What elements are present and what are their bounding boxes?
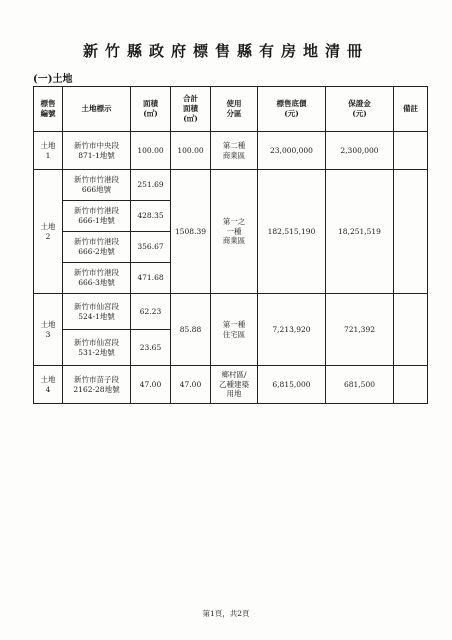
- land-sale-table: [33, 86, 428, 404]
- total-area-cell: 85.88: [171, 294, 211, 366]
- table-row: [34, 132, 428, 170]
- deposit-cell: 681,500: [326, 366, 394, 404]
- header-parcel: 土地標示: [63, 87, 131, 132]
- base-price-cell: 6,815,000: [258, 366, 326, 404]
- base-price-cell: 7,213,920: [258, 294, 326, 366]
- deposit-cell: 721,392: [326, 294, 394, 366]
- parcel-cell: 新竹市仙宮段 524-1地號: [63, 294, 131, 330]
- parcel-cell: 新竹市中央段 871-1地號: [63, 132, 131, 170]
- lot-no-cell: 土地 1: [34, 132, 63, 170]
- remarks-cell: [394, 294, 428, 366]
- zoning-cell: 第一之 一種 商業區: [211, 170, 258, 294]
- parcel-cell: 新竹市竹港段 666-1地號: [63, 201, 131, 232]
- header-deposit: 保證金 (元): [326, 87, 394, 132]
- area-cell: 47.00: [131, 366, 171, 404]
- section-heading: (一)土地: [33, 74, 73, 85]
- area-cell: 251.69: [131, 170, 171, 201]
- header-base-price: 標售底價 (元): [258, 87, 326, 132]
- base-price-cell: 182,515,190: [258, 170, 326, 294]
- lot-no-cell: 土地 4: [34, 366, 63, 404]
- page-title: 新竹縣政府標售縣有房地清冊: [82, 42, 369, 60]
- area-cell: 428.35: [131, 201, 171, 232]
- parcel-cell: 新竹市苗子段 2162-28地號: [63, 366, 131, 404]
- deposit-cell: 2,300,000: [326, 132, 394, 170]
- parcel-cell: 新竹市竹港段 666-3地號: [63, 263, 131, 294]
- base-price-cell: 23,000,000: [258, 132, 326, 170]
- remarks-cell: [394, 170, 428, 294]
- total-area-cell: 1508.39: [171, 170, 211, 294]
- area-cell: 100.00: [131, 132, 171, 170]
- header-row: [34, 87, 428, 132]
- parcel-cell: 新竹市竹港段 666-2地號: [63, 232, 131, 263]
- lot-no-cell: 土地 2: [34, 170, 63, 294]
- area-cell: 62.23: [131, 294, 171, 330]
- header-lot-no: 標售 編號: [34, 87, 63, 132]
- zoning-cell: 第二種 商業區: [211, 132, 258, 170]
- lot-no-cell: 土地 3: [34, 294, 63, 366]
- header-area: 面積 (㎡): [131, 87, 171, 132]
- remarks-cell: [394, 366, 428, 404]
- remarks-cell: [394, 132, 428, 170]
- area-cell: 356.67: [131, 232, 171, 263]
- parcel-cell: 新竹市竹港段 666地號: [63, 170, 131, 201]
- header-zoning: 使用 分區: [211, 87, 258, 132]
- zoning-cell: 第一種 住宅區: [211, 294, 258, 366]
- table-row: [34, 170, 428, 201]
- parcel-cell: 新竹市仙宮段 531-2地號: [63, 330, 131, 366]
- area-cell: 471.68: [131, 263, 171, 294]
- header-total-area: 合計 面積 (㎡): [171, 87, 211, 132]
- total-area-cell: 47.00: [171, 366, 211, 404]
- table-row: [34, 366, 428, 404]
- deposit-cell: 18,251,519: [326, 170, 394, 294]
- area-cell: 23.65: [131, 330, 171, 366]
- zoning-cell: 鄉村區/ 乙種建築 用地: [211, 366, 258, 404]
- header-remarks: 備註: [394, 87, 428, 132]
- page-number: 第1頁，共2頁: [202, 609, 250, 618]
- total-area-cell: 100.00: [171, 132, 211, 170]
- table-row: [34, 294, 428, 330]
